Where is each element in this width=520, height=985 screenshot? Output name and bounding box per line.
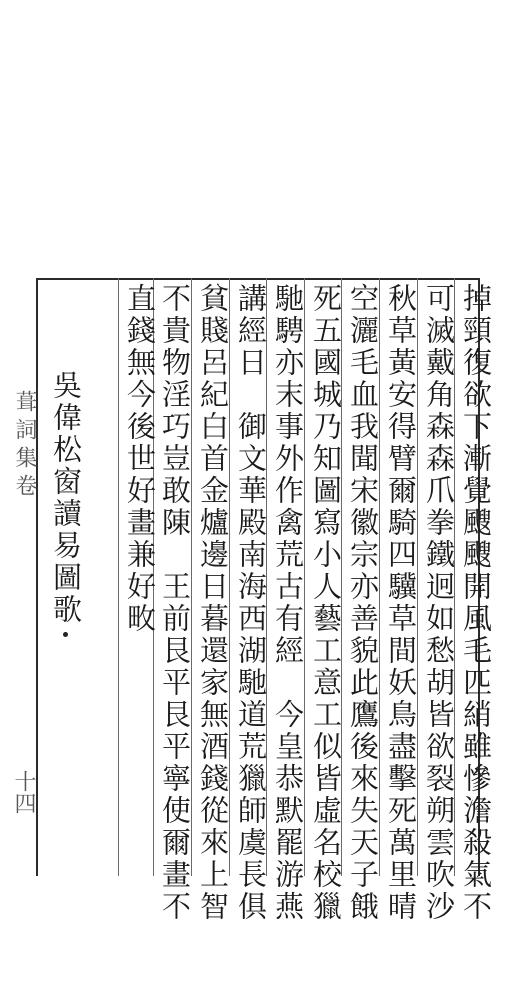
text-column: 死五國城乃知圖寫小人藝工意工似皆虛名校獵 [309,283,343,923]
poem-title: 吳偉松窗讀易圖歌 [49,370,83,626]
text-column: 講經日 御文華殿南海西湖馳道荒獵師虞長俱 [234,283,268,923]
margin-volume-tag: 十四 [11,770,36,814]
punctuation-dot [63,632,68,637]
text-column: 可滅戴角森森爪拳鐵迥如愁胡皆欲裂朔雲吹沙 [422,283,456,923]
margin-book-title: 葺詞集卷 [12,390,37,502]
text-column: 馳騁亦末事外作禽荒古有經 今皇恭默罷游燕 [271,283,305,923]
text-column: 掉頸復欲下漸覺颼颼開風毛匹綃雖慘澹殺氣不 [459,283,493,923]
text-column: 直錢無今後世好畫兼好畋 [123,283,157,635]
text-column: 秋草黃安得臂爾騎四驥草間妖鳥盡擊死萬里晴 [384,283,418,923]
text-column: 貧賤呂紀白首金爐邊日暮還家無酒錢從來上智 [196,283,230,923]
column-rule [118,278,119,876]
text-column: 不貴物淫巧豈敢陳 王前艮平艮平寧使爾畫不 [158,283,192,923]
text-column: 空灑毛血我聞宋徽宗亦善貌此鷹後來失天子餓 [346,283,380,923]
